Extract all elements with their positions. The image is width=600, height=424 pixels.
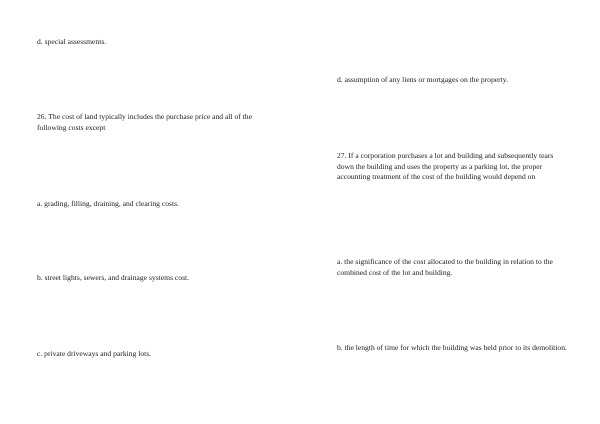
question-26-stem: 26. The cost of land typically includes the purchase price and all of the following costs except [37, 112, 252, 132]
question-27-option-a: a. the significance of the cost allocated to the building in relation to the combined cost of the lot and building. [337, 257, 553, 277]
question-26-option-d: d. assumption of any liens or mortgages on the property. [337, 75, 508, 84]
previous-question-option-d: d. special assessments. [37, 37, 107, 46]
question-26-option-c: c. private driveways and parking lots. [37, 349, 152, 358]
question-26-option-b: b. street lights, sewers, and drainage systems cost. [37, 273, 190, 282]
question-26-option-a: a. grading, filling, draining, and clearing costs. [37, 199, 179, 208]
question-27-option-b: b. the length of time for which the building was held prior to its demolition. [337, 343, 567, 352]
question-27-stem: 27. If a corporation purchases a lot and building and subsequently tears down the building and uses the property as a parking lot, the proper accounting treatment of the cost of the building would depend on [337, 151, 554, 181]
